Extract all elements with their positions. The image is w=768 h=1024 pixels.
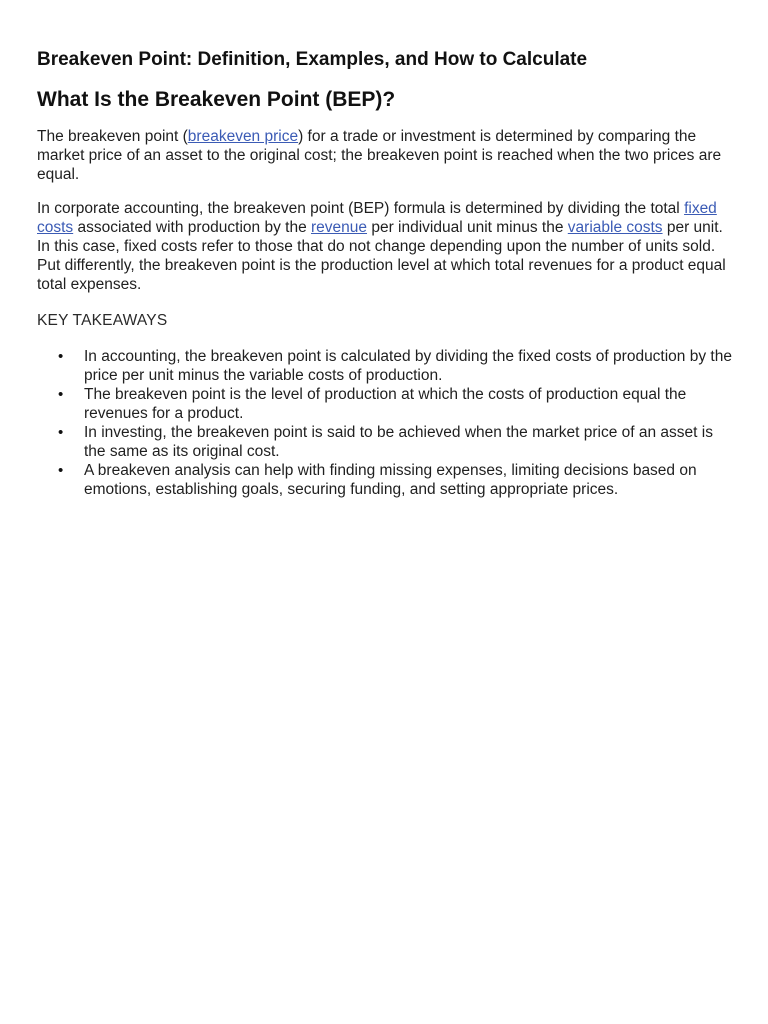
list-item-text: In accounting, the breakeven point is calculated by dividing the fixed costs of production by the price per unit minus the variable costs of production. <box>84 348 732 384</box>
list-item-text: The breakeven point is the level of production at which the costs of production equal the revenues for a product. <box>84 386 687 422</box>
link-variable-costs[interactable]: variable costs <box>567 219 663 236</box>
list-item-text: In investing, the breakeven point is said to be achieved when the market price of an asset is the same as its original cost. <box>84 424 713 460</box>
list-item-text: A breakeven analysis can help with finding missing expenses, limiting decisions based on emotions, establishing goals, securing funding, and setting appropriate prices. <box>84 462 697 498</box>
list-item <box>37 385 732 423</box>
document-title: Breakeven Point: Definition, Examples, and How to Calculate <box>37 49 588 70</box>
list-item <box>37 423 732 461</box>
list-item <box>37 461 732 499</box>
paragraph-text: per unit. In this case, fixed costs refer to those that do not change depending upon the number of units sold. Put differently, the breakeven point is the production level at which total revenues for a product equal total expenses. <box>37 219 726 293</box>
bullet-icon: • <box>58 462 64 479</box>
bullet-icon: • <box>58 386 64 403</box>
bullet-icon: • <box>58 348 64 365</box>
key-takeaways-label: KEY TAKEAWAYS <box>37 312 168 329</box>
bullet-icon: • <box>58 424 64 441</box>
paragraph-text: ) for a trade or investment is determined by comparing the market price of an asset to the original cost; the breakeven point is reached when the two prices are equal. <box>37 128 722 183</box>
list-item <box>37 347 732 385</box>
key-takeaways-list <box>37 347 732 499</box>
link-revenue[interactable]: revenue <box>311 219 368 236</box>
section-heading: What Is the Breakeven Point (BEP)? <box>37 88 396 111</box>
paragraph-text: associated with production by the <box>73 219 311 236</box>
paragraph-text: per individual unit minus the <box>367 219 568 236</box>
paragraph-definition <box>37 127 732 184</box>
paragraph-text: The breakeven point ( <box>37 128 188 145</box>
paragraph-corporate-accounting <box>37 199 732 294</box>
link-breakeven-price[interactable]: breakeven price <box>187 128 299 145</box>
link-fixed-costs[interactable]: fixed costs <box>37 200 717 236</box>
paragraph-text: In corporate accounting, the breakeven point (BEP) formula is determined by dividing the total <box>37 200 685 217</box>
